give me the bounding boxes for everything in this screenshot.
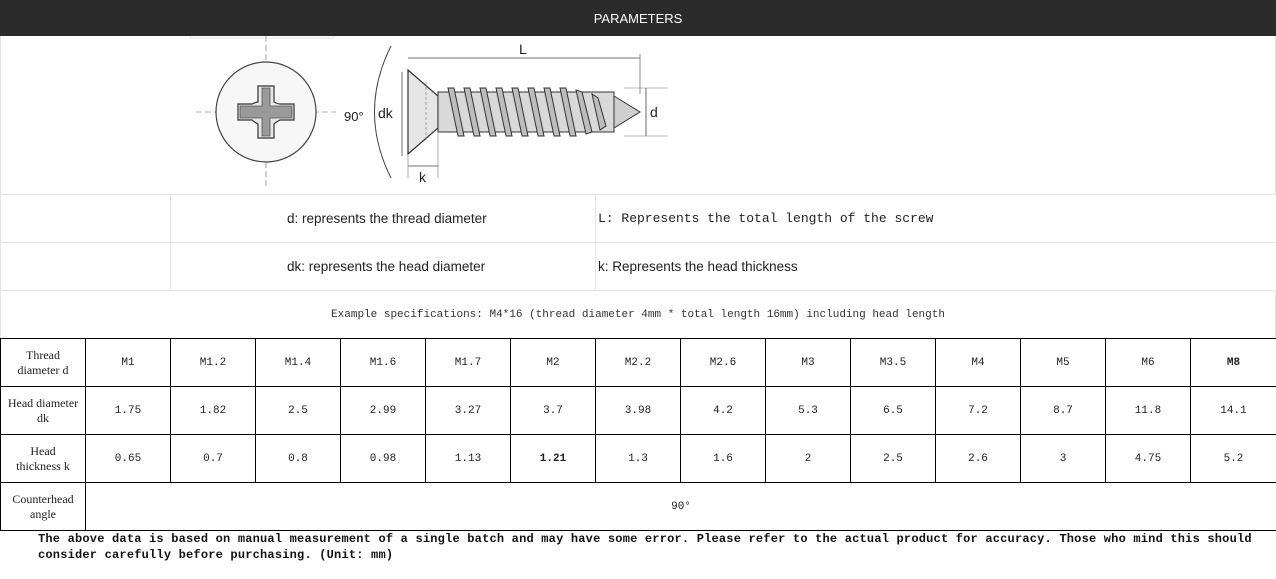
table-cell: 0.8 xyxy=(256,435,341,483)
angle-value-cell: 90° xyxy=(86,483,1276,531)
row-label xyxy=(1,339,86,387)
row-label xyxy=(1,387,86,435)
table-cell: 1.82 xyxy=(171,387,256,435)
table-cell: 2.5 xyxy=(256,387,341,435)
table-cell: 1.3 xyxy=(596,435,681,483)
example-specification xyxy=(0,291,1276,338)
definitions-row xyxy=(1,195,1276,243)
table-cell: 5.2 xyxy=(1191,435,1276,483)
spec-table xyxy=(0,338,1276,531)
table-cell: 5.3 xyxy=(766,387,851,435)
row-label-line: thickness k xyxy=(16,458,70,473)
screw-diagram xyxy=(186,36,686,194)
example-text: Example specifications: M4*16 (thread diameter 4mm * total length 16mm) including head length xyxy=(331,308,945,321)
row-label-line: Head xyxy=(30,443,56,458)
table-row-head-thickness xyxy=(1,435,1276,483)
table-cell: M4 xyxy=(936,339,1021,387)
table-cell: 4.2 xyxy=(681,387,766,435)
length-label: L xyxy=(519,41,527,57)
table-row-head-diameter xyxy=(1,387,1276,435)
table-cell: 3.98 xyxy=(596,387,681,435)
row-label xyxy=(1,435,86,483)
row-label-line: Thread xyxy=(26,347,60,362)
table-cell: 6.5 xyxy=(851,387,936,435)
dk-label: dk xyxy=(378,105,393,121)
angle-label: 90° xyxy=(344,109,364,124)
disclaimer-note: The above data is based on manual measurement of a single batch and may have some error. Please refer to the actual product for accuracy. Those who mind this should consider carefully before purchasing. (Unit: mm) xyxy=(38,532,1252,562)
table-cell: M1.2 xyxy=(171,339,256,387)
table-cell: M2.6 xyxy=(681,339,766,387)
table-cell: 1.21 xyxy=(511,435,596,483)
table-cell: 1.6 xyxy=(681,435,766,483)
table-cell: 8.7 xyxy=(1021,387,1106,435)
table-row-counterhead-angle xyxy=(1,483,1276,531)
definition-d: d: represents the thread diameter xyxy=(171,195,596,243)
screw-diagram-panel xyxy=(0,36,1276,194)
header-title: PARAMETERS xyxy=(593,10,683,26)
table-cell: 3.27 xyxy=(426,387,511,435)
thread-label: d xyxy=(650,104,658,120)
table-cell: 14.1 xyxy=(1191,387,1276,435)
screw-side-view xyxy=(408,70,640,154)
table-cell: M1.4 xyxy=(256,339,341,387)
k-label: k xyxy=(419,169,426,185)
parameters-header xyxy=(0,0,1276,36)
table-cell: 2.5 xyxy=(851,435,936,483)
table-cell: 1.75 xyxy=(86,387,171,435)
table-cell: M1.6 xyxy=(341,339,426,387)
row-label-line: angle xyxy=(30,506,56,521)
table-cell: M8 xyxy=(1191,339,1276,387)
table-cell: M2 xyxy=(511,339,596,387)
table-cell: M3.5 xyxy=(851,339,936,387)
table-cell: 2.99 xyxy=(341,387,426,435)
definitions-table xyxy=(0,194,1276,291)
table-cell: 4.75 xyxy=(1106,435,1191,483)
table-cell: 3.7 xyxy=(511,387,596,435)
row-label-line: dk xyxy=(37,410,49,425)
row-label-line: Head diameter xyxy=(7,395,79,410)
row-label xyxy=(1,483,86,531)
definitions-empty-cell xyxy=(1,243,171,291)
table-cell: 2.6 xyxy=(936,435,1021,483)
table-cell: 3 xyxy=(1021,435,1106,483)
definition-L: L: Represents the total length of the screw xyxy=(596,195,1276,243)
table-cell: 0.98 xyxy=(341,435,426,483)
table-cell: 1.13 xyxy=(426,435,511,483)
table-cell: 11.8 xyxy=(1106,387,1191,435)
table-cell: M2.2 xyxy=(596,339,681,387)
table-cell: 0.65 xyxy=(86,435,171,483)
definition-dk: dk: represents the head diameter xyxy=(171,243,596,291)
table-cell: 7.2 xyxy=(936,387,1021,435)
table-cell: M5 xyxy=(1021,339,1106,387)
table-cell: 0.7 xyxy=(171,435,256,483)
table-cell: 2 xyxy=(766,435,851,483)
row-label-line: diameter d xyxy=(17,362,69,377)
definition-k: k: Represents the head thickness xyxy=(596,243,1276,291)
head-top-view xyxy=(196,36,336,188)
table-cell: M1 xyxy=(86,339,171,387)
definitions-empty-cell xyxy=(1,195,171,243)
table-row-thread-diameter xyxy=(1,339,1276,387)
table-cell: M6 xyxy=(1106,339,1191,387)
table-cell: M1.7 xyxy=(426,339,511,387)
definitions-row xyxy=(1,243,1276,291)
row-label-line: Counterhead xyxy=(12,491,74,506)
table-cell: M3 xyxy=(766,339,851,387)
